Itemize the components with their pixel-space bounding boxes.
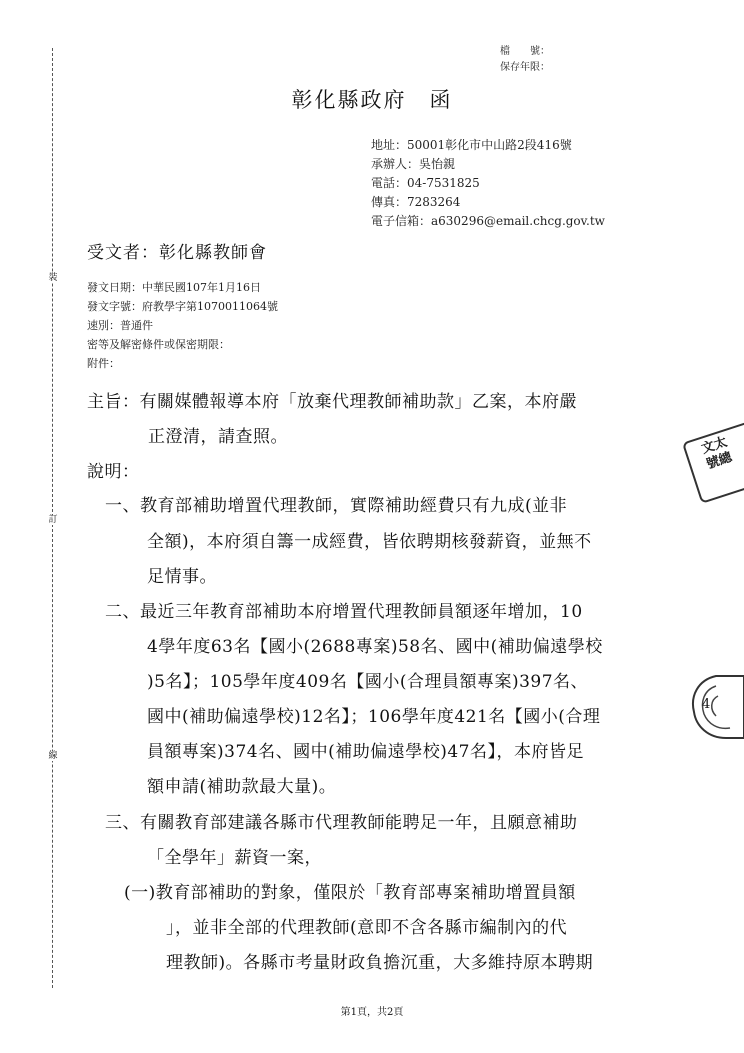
- sub-item-1-line: 」，並非全部的代理教師(意即不含各縣市編制內的代: [166, 918, 568, 938]
- item-1-line: 足情事。: [147, 567, 217, 587]
- explanation-label: 說明：: [87, 462, 140, 482]
- item-1-line: 全額)，本府須自籌一成經費，皆依聘期核發薪資，並無不: [147, 532, 592, 552]
- page-footer: 第1頁，共2頁: [340, 1007, 404, 1018]
- serial-stamp-seal: [686, 672, 744, 742]
- sub-item-1-line: 理教師)。各縣市考量財政負擔沉重，大多維持原本聘期: [166, 953, 594, 973]
- issue-number: 發文字號：府教學字第1070011064號: [87, 300, 278, 313]
- contact-phone: 電話：04-7531825: [371, 176, 480, 190]
- item-2-line: )5名】；105學年度409名【國小(合理員額專案)397名、: [147, 672, 589, 692]
- subject-line-1: 主旨：有關媒體報導本府「放棄代理教師補助款」乙案，本府嚴: [87, 392, 577, 412]
- document-title: 彰化縣政府 函: [291, 88, 453, 112]
- item-1-line: 一、教育部補助增置代理教師，實際補助經費只有九成(並非: [105, 496, 568, 516]
- binding-mark-xian: 線: [48, 751, 58, 761]
- retention-label: 保存年限：: [500, 62, 550, 73]
- file-number-label: 檔 號：: [500, 46, 550, 57]
- recipient: 受文者：彰化縣教師會: [87, 243, 267, 263]
- item-3-line: 「全學年」薪資一案，: [147, 848, 322, 868]
- contact-email: 電子信箱：a630296@email.chcg.gov.tw: [371, 214, 605, 228]
- binding-mark-ding: 訂: [48, 515, 58, 525]
- item-2-line: 員額專案)374名、國中(補助偏遠學校)47名】，本府皆足: [147, 742, 584, 762]
- item-2-line: 二、最近三年教育部補助本府增置代理教師員額逐年增加，10: [105, 602, 583, 622]
- sub-item-1-line: (一)教育部補助的對象，僅限於「教育部專案補助增置員額: [124, 883, 576, 903]
- subject-line-2: 正澄清，請查照。: [148, 427, 288, 447]
- item-2-line: 額申請(補助款最大量)。: [147, 777, 337, 797]
- attachment: 附件：: [87, 357, 120, 370]
- serial-stamp-number: 4: [702, 697, 711, 712]
- item-3-line: 三、有關教育部建議各縣市代理教師能聘足一年，且願意補助: [105, 813, 578, 833]
- item-2-line: 4學年度63名【國小(2688專案)58名、國中(補助偏遠學校: [147, 637, 603, 657]
- delivery-speed: 速別：普通件: [87, 319, 153, 332]
- binding-mark-zhuang: 裝: [48, 273, 58, 283]
- contact-address: 地址：50001彰化市中山路2段416號: [371, 138, 572, 152]
- received-stamp-text: 文太 號總: [699, 434, 735, 473]
- issue-date: 發文日期：中華民國107年1月16日: [87, 281, 261, 294]
- secrecy-level: 密等及解密條件或保密期限：: [87, 338, 230, 351]
- contact-fax: 傳真：7283264: [371, 195, 461, 209]
- item-2-line: 國中(補助偏遠學校)12名】；106學年度421名【國小(合理: [147, 707, 601, 727]
- contact-handler: 承辦人：吳怡親: [371, 157, 456, 171]
